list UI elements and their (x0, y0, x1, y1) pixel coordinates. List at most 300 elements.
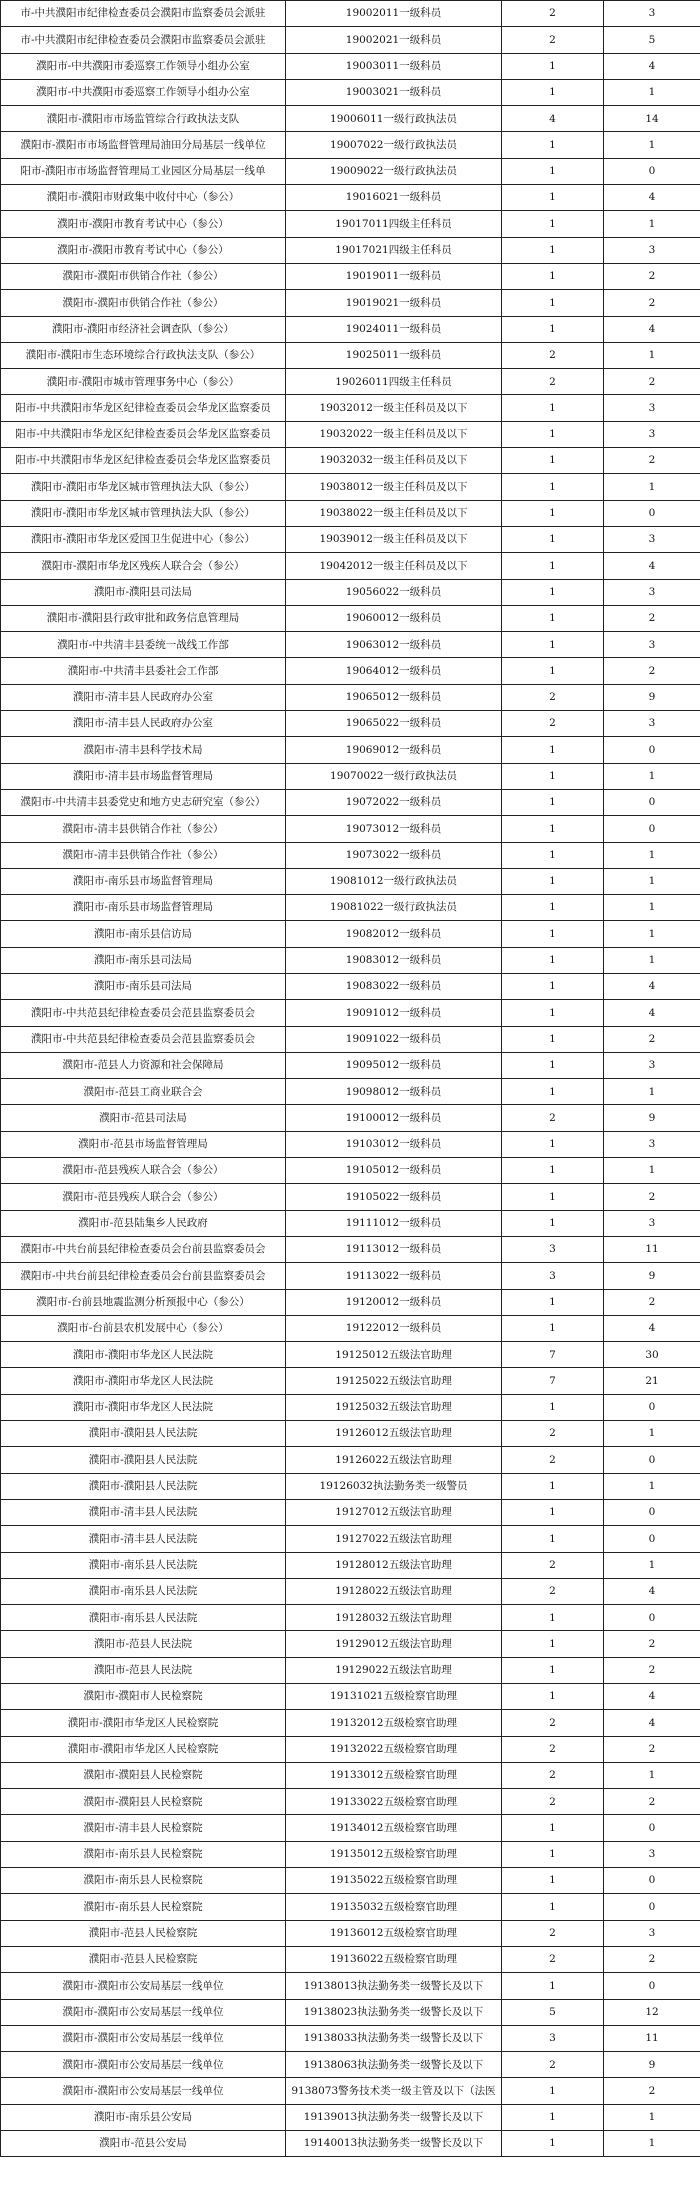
applicants-cell: 4 (604, 553, 700, 579)
unit-cell: 濮阳市-濮阳市公安局基层一线单位 (1, 2052, 286, 2078)
position-cell: 19128022五级法官助理 (286, 1578, 502, 1604)
quota-cell: 1 (502, 1657, 604, 1683)
position-cell: 19100012一级科员 (286, 1105, 502, 1131)
table-row (1, 1131, 700, 1157)
position-cell: 19138063执法勤务类一级警长及以下 (286, 2052, 502, 2078)
position-cell: 19098012一级科员 (286, 1079, 502, 1105)
position-cell: 19082012一级科员 (286, 921, 502, 947)
applicants-cell: 1 (604, 1552, 700, 1578)
position-cell: 19009022一级行政执法员 (286, 158, 502, 184)
quota-cell: 1 (502, 421, 604, 447)
position-cell: 19138033执法勤务类一级警长及以下 (286, 2025, 502, 2051)
table-row (1, 211, 700, 237)
quota-cell: 1 (502, 842, 604, 868)
unit-cell: 阳市-中共濮阳市华龙区纪律检查委员会华龙区监察委员 (1, 421, 286, 447)
applicants-cell: 0 (604, 500, 700, 526)
unit-cell: 阳市-中共濮阳市华龙区纪律检查委员会华龙区监察委员 (1, 448, 286, 474)
position-cell: 19002011一级科员 (286, 1, 502, 27)
position-cell: 19026011四级主任科员 (286, 369, 502, 395)
quota-cell: 2 (502, 711, 604, 737)
unit-cell: 濮阳市-南乐县市场监督管理局 (1, 868, 286, 894)
unit-cell: 濮阳市-范县工商业联合会 (1, 1079, 286, 1105)
position-cell: 19138023执法勤务类一级警长及以下 (286, 1999, 502, 2025)
position-cell: 19025011一级科员 (286, 342, 502, 368)
quota-cell: 1 (502, 1868, 604, 1894)
position-cell: 19140013执法勤务类一级警长及以下 (286, 2131, 502, 2157)
applicants-cell: 0 (604, 1605, 700, 1631)
position-cell: 19113012一级科员 (286, 1236, 502, 1262)
unit-cell: 濮阳市-濮阳县人民法院 (1, 1421, 286, 1447)
applicants-cell: 1 (604, 474, 700, 500)
applicants-cell: 3 (604, 711, 700, 737)
position-cell: 19133022五级检察官助理 (286, 1789, 502, 1815)
quota-cell: 2 (502, 1920, 604, 1946)
table-row (1, 1657, 700, 1683)
applicants-cell: 9 (604, 1263, 700, 1289)
applicants-cell: 3 (604, 1210, 700, 1236)
applicants-cell: 5 (604, 27, 700, 53)
unit-cell: 濮阳市-濮阳市财政集中收付中心（参公） (1, 185, 286, 211)
quota-cell: 1 (502, 316, 604, 342)
quota-cell: 1 (502, 1815, 604, 1841)
applicants-cell: 0 (604, 816, 700, 842)
unit-cell: 濮阳市-濮阳县人民法院 (1, 1447, 286, 1473)
table-row (1, 1631, 700, 1657)
applicants-cell: 4 (604, 1315, 700, 1341)
applicants-cell: 4 (604, 316, 700, 342)
applicants-cell: 21 (604, 1368, 700, 1394)
position-cell: 19136012五级检察官助理 (286, 1920, 502, 1946)
table-row (1, 1421, 700, 1447)
applicants-cell: 0 (604, 1868, 700, 1894)
quota-cell: 1 (502, 1973, 604, 1999)
table-row (1, 1973, 700, 1999)
position-cell: 19083012一级科员 (286, 947, 502, 973)
position-cell: 19135032五级检察官助理 (286, 1894, 502, 1920)
unit-cell: 濮阳市-濮阳市生态环境综合行政执法支队（参公） (1, 342, 286, 368)
applicants-cell: 1 (604, 763, 700, 789)
applicants-cell: 1 (604, 1079, 700, 1105)
position-cell: 19002021一级科员 (286, 27, 502, 53)
quota-cell: 1 (502, 263, 604, 289)
applicants-cell: 1 (604, 2104, 700, 2130)
table-row (1, 684, 700, 710)
table-row (1, 185, 700, 211)
quota-cell: 1 (502, 2078, 604, 2104)
position-cell: 19127022五级法官助理 (286, 1526, 502, 1552)
position-cell: 19019011一级科员 (286, 263, 502, 289)
applicants-cell: 4 (604, 1684, 700, 1710)
applicants-cell: 3 (604, 395, 700, 421)
unit-cell: 濮阳市-范县陆集乡人民政府 (1, 1210, 286, 1236)
applicants-cell: 1 (604, 1421, 700, 1447)
applicants-cell: 11 (604, 1236, 700, 1262)
unit-cell: 濮阳市-范县人民检察院 (1, 1920, 286, 1946)
applicants-cell: 4 (604, 1578, 700, 1604)
position-cell: 19081012一级行政执法员 (286, 868, 502, 894)
quota-cell: 2 (502, 1, 604, 27)
table-row (1, 1552, 700, 1578)
table-row (1, 421, 700, 447)
applicants-cell: 2 (604, 1026, 700, 1052)
table-row (1, 816, 700, 842)
table-row (1, 1605, 700, 1631)
table-row (1, 789, 700, 815)
unit-cell: 濮阳市-濮阳市华龙区人民法院 (1, 1368, 286, 1394)
position-cell: 19113022一级科员 (286, 1263, 502, 1289)
quota-cell: 1 (502, 1184, 604, 1210)
applicants-cell: 11 (604, 2025, 700, 2051)
table-row (1, 1052, 700, 1078)
unit-cell: 濮阳市-中共清丰县委社会工作部 (1, 658, 286, 684)
position-cell: 19070022一级行政执法员 (286, 763, 502, 789)
position-cell: 19003021一级科员 (286, 79, 502, 105)
table-row (1, 1079, 700, 1105)
table-row (1, 658, 700, 684)
quota-cell: 7 (502, 1342, 604, 1368)
table-row (1, 605, 700, 631)
quota-cell: 2 (502, 1421, 604, 1447)
unit-cell: 濮阳市-清丰县人民法院 (1, 1499, 286, 1525)
table-row (1, 1999, 700, 2025)
quota-cell: 1 (502, 2131, 604, 2157)
position-cell: 19136022五级检察官助理 (286, 1946, 502, 1972)
table-row (1, 1184, 700, 1210)
applicants-cell: 1 (604, 1762, 700, 1788)
table-row (1, 27, 700, 53)
table-row (1, 316, 700, 342)
applicants-cell: 1 (604, 1473, 700, 1499)
position-cell: 19125012五级法官助理 (286, 1342, 502, 1368)
position-cell: 19138013执法勤务类一级警长及以下 (286, 1973, 502, 1999)
unit-cell: 濮阳市-濮阳市供销合作社（参公） (1, 290, 286, 316)
position-cell: 19056022一级科员 (286, 579, 502, 605)
table-row (1, 1894, 700, 1920)
applicants-cell: 1 (604, 921, 700, 947)
position-cell: 19131021五级检察官助理 (286, 1684, 502, 1710)
table-row (1, 737, 700, 763)
unit-cell: 濮阳市-范县人力资源和社会保障局 (1, 1052, 286, 1078)
quota-cell: 1 (502, 1052, 604, 1078)
unit-cell: 濮阳市-濮阳市供销合作社（参公） (1, 263, 286, 289)
applicants-cell: 12 (604, 1999, 700, 2025)
quota-cell: 1 (502, 211, 604, 237)
table-row (1, 500, 700, 526)
quota-cell: 1 (502, 474, 604, 500)
quota-cell: 2 (502, 1552, 604, 1578)
table-row (1, 106, 700, 132)
quota-cell: 1 (502, 2104, 604, 2130)
table-row (1, 1158, 700, 1184)
table-row (1, 2052, 700, 2078)
unit-cell: 濮阳市-范县人民检察院 (1, 1946, 286, 1972)
quota-cell: 1 (502, 763, 604, 789)
table-row (1, 1526, 700, 1552)
applicants-cell: 4 (604, 1710, 700, 1736)
position-cell: 19006011一级行政执法员 (286, 106, 502, 132)
unit-cell: 濮阳市-濮阳市城市管理事务中心（参公） (1, 369, 286, 395)
table-row (1, 2131, 700, 2157)
position-cell: 19126032执法勤务类一级警员 (286, 1473, 502, 1499)
quota-cell: 1 (502, 632, 604, 658)
quota-cell: 3 (502, 1236, 604, 1262)
quota-cell: 1 (502, 553, 604, 579)
unit-cell: 濮阳市-中共清丰县委党史和地方史志研究室（参公） (1, 789, 286, 815)
position-cell: 19129022五级法官助理 (286, 1657, 502, 1683)
position-cell: 19122012一级科员 (286, 1315, 502, 1341)
applicants-cell: 0 (604, 1815, 700, 1841)
quota-cell: 1 (502, 395, 604, 421)
applicants-cell: 1 (604, 1158, 700, 1184)
table-row (1, 1815, 700, 1841)
applicants-cell: 9 (604, 1105, 700, 1131)
applicants-cell: 2 (604, 1789, 700, 1815)
applicants-cell: 4 (604, 53, 700, 79)
unit-cell: 濮阳市-濮阳市公安局基层一线单位 (1, 2025, 286, 2051)
table-row (1, 1394, 700, 1420)
unit-cell: 濮阳市-濮阳市华龙区人民检察院 (1, 1710, 286, 1736)
table-row (1, 1920, 700, 1946)
unit-cell: 濮阳市-台前县农机发展中心（参公） (1, 1315, 286, 1341)
table-row (1, 921, 700, 947)
quota-cell: 4 (502, 106, 604, 132)
quota-cell: 2 (502, 27, 604, 53)
position-cell: 19069012一级科员 (286, 737, 502, 763)
unit-cell: 濮阳市-范县市场监督管理局 (1, 1131, 286, 1157)
unit-cell: 濮阳市-南乐县人民检察院 (1, 1841, 286, 1867)
position-cell: 19042012一级主任科员及以下 (286, 553, 502, 579)
position-cell: 19105022一级科员 (286, 1184, 502, 1210)
unit-cell: 濮阳市-范县残疾人联合会（参公） (1, 1158, 286, 1184)
position-cell: 19063012一级科员 (286, 632, 502, 658)
position-cell: 19032032一级主任科员及以下 (286, 448, 502, 474)
applicants-cell: 1 (604, 2131, 700, 2157)
applicants-cell: 14 (604, 106, 700, 132)
table-row (1, 1578, 700, 1604)
position-cell: 19072022一级科员 (286, 789, 502, 815)
unit-cell: 濮阳市-台前县地震监测分析预报中心（参公） (1, 1289, 286, 1315)
table-row (1, 1105, 700, 1131)
position-cell: 19111012一级科员 (286, 1210, 502, 1236)
applicants-cell: 3 (604, 1052, 700, 1078)
unit-cell: 濮阳市-南乐县公安局 (1, 2104, 286, 2130)
table-row (1, 1000, 700, 1026)
quota-cell: 1 (502, 1684, 604, 1710)
unit-cell: 濮阳市-清丰县人民政府办公室 (1, 684, 286, 710)
unit-cell: 濮阳市-清丰县市场监督管理局 (1, 763, 286, 789)
unit-cell: 濮阳市-濮阳县司法局 (1, 579, 286, 605)
position-cell: 19038012一级主任科员及以下 (286, 474, 502, 500)
unit-cell: 濮阳市-中共台前县纪律检查委员会台前县监察委员会 (1, 1236, 286, 1262)
unit-cell: 濮阳市-濮阳市华龙区人民检察院 (1, 1736, 286, 1762)
applicants-cell: 3 (604, 579, 700, 605)
unit-cell: 濮阳市-濮阳市教育考试中心（参公） (1, 237, 286, 263)
quota-cell: 1 (502, 1394, 604, 1420)
quota-cell: 2 (502, 1789, 604, 1815)
unit-cell: 濮阳市-南乐县市场监督管理局 (1, 895, 286, 921)
quota-cell: 2 (502, 2052, 604, 2078)
table-row (1, 1447, 700, 1473)
table-row (1, 2104, 700, 2130)
unit-cell: 濮阳市-濮阳市公安局基层一线单位 (1, 1973, 286, 1999)
applicants-cell: 2 (604, 1289, 700, 1315)
unit-cell: 阳市-濮阳市市场监督管理局工业园区分局基层一线单 (1, 158, 286, 184)
position-cell: 19024011一级科员 (286, 316, 502, 342)
applicants-cell: 0 (604, 789, 700, 815)
quota-cell: 1 (502, 973, 604, 999)
quota-cell: 1 (502, 448, 604, 474)
position-cell: 19125032五级法官助理 (286, 1394, 502, 1420)
quota-cell: 1 (502, 1315, 604, 1341)
position-cell: 19081022一级行政执法员 (286, 895, 502, 921)
table-row (1, 763, 700, 789)
table-row (1, 1368, 700, 1394)
table-row (1, 1342, 700, 1368)
table-row (1, 1236, 700, 1262)
position-cell: 19103012一级科员 (286, 1131, 502, 1157)
table-row (1, 1841, 700, 1867)
applicants-cell: 3 (604, 237, 700, 263)
quota-cell: 2 (502, 1946, 604, 1972)
quota-cell: 1 (502, 947, 604, 973)
applicants-cell: 3 (604, 526, 700, 552)
table-row (1, 868, 700, 894)
unit-cell: 濮阳市-濮阳市华龙区残疾人联合会（参公） (1, 553, 286, 579)
position-cell: 19017011四级主任科员 (286, 211, 502, 237)
unit-cell: 阳市-中共濮阳市华龙区纪律检查委员会华龙区监察委员 (1, 395, 286, 421)
unit-cell: 濮阳市-濮阳市市场监管综合行政执法支队 (1, 106, 286, 132)
quota-cell: 1 (502, 737, 604, 763)
applicants-cell: 2 (604, 2078, 700, 2104)
table-row (1, 158, 700, 184)
quota-cell: 1 (502, 1289, 604, 1315)
table-row (1, 1315, 700, 1341)
table-row (1, 2078, 700, 2104)
table-row (1, 1263, 700, 1289)
unit-cell: 濮阳市-中共清丰县委统一战线工作部 (1, 632, 286, 658)
applicants-cell: 1 (604, 342, 700, 368)
table-row (1, 474, 700, 500)
position-cell: 19019021一级科员 (286, 290, 502, 316)
position-cell: 19105012一级科员 (286, 1158, 502, 1184)
position-cell: 19064012一级科员 (286, 658, 502, 684)
unit-cell: 市-中共濮阳市纪律检查委员会濮阳市监察委员会派驻 (1, 1, 286, 27)
quota-cell: 1 (502, 579, 604, 605)
applicants-cell: 3 (604, 421, 700, 447)
position-cell: 19125022五级法官助理 (286, 1368, 502, 1394)
unit-cell: 濮阳市-清丰县供销合作社（参公） (1, 842, 286, 868)
applicants-cell: 0 (604, 1394, 700, 1420)
unit-cell: 濮阳市-中共濮阳市委巡察工作领导小组办公室 (1, 79, 286, 105)
table-row (1, 947, 700, 973)
table-row (1, 263, 700, 289)
applicants-cell: 2 (604, 658, 700, 684)
unit-cell: 濮阳市-南乐县人民检察院 (1, 1894, 286, 1920)
unit-cell: 濮阳市-濮阳市经济社会调查队（参公） (1, 316, 286, 342)
table-row (1, 342, 700, 368)
table-row (1, 53, 700, 79)
unit-cell: 濮阳市-濮阳市华龙区城市管理执法大队（参公） (1, 474, 286, 500)
position-cell: 19134012五级检察官助理 (286, 1815, 502, 1841)
quota-cell: 2 (502, 1105, 604, 1131)
applicants-cell: 1 (604, 895, 700, 921)
position-cell: 19038022一级主任科员及以下 (286, 500, 502, 526)
unit-cell: 濮阳市-濮阳市市场监督管理局油田分局基层一线单位 (1, 132, 286, 158)
applicants-cell: 2 (604, 605, 700, 631)
table-row (1, 395, 700, 421)
table-row (1, 1736, 700, 1762)
position-cell: 19073022一级科员 (286, 842, 502, 868)
applicants-cell: 9 (604, 2052, 700, 2078)
unit-cell: 濮阳市-南乐县司法局 (1, 973, 286, 999)
applicants-cell: 2 (604, 263, 700, 289)
position-cell: 19003011一级科员 (286, 53, 502, 79)
quota-cell: 1 (502, 158, 604, 184)
quota-cell: 1 (502, 816, 604, 842)
applicants-cell: 0 (604, 1973, 700, 1999)
quota-cell: 1 (502, 1026, 604, 1052)
unit-cell: 濮阳市-濮阳县人民法院 (1, 1473, 286, 1499)
position-cell: 19091022一级科员 (286, 1026, 502, 1052)
table-row (1, 895, 700, 921)
table-row (1, 1946, 700, 1972)
quota-cell: 1 (502, 237, 604, 263)
quota-cell: 1 (502, 500, 604, 526)
applicants-cell: 2 (604, 1946, 700, 1972)
unit-cell: 市-中共濮阳市纪律检查委员会濮阳市监察委员会派驻 (1, 27, 286, 53)
unit-cell: 濮阳市-范县残疾人联合会（参公） (1, 1184, 286, 1210)
table-row (1, 973, 700, 999)
unit-cell: 濮阳市-濮阳市公安局基层一线单位 (1, 2078, 286, 2104)
quota-cell: 2 (502, 369, 604, 395)
unit-cell: 濮阳市-南乐县人民法院 (1, 1552, 286, 1578)
quota-cell: 1 (502, 605, 604, 631)
table-body (1, 1, 700, 2157)
unit-cell: 濮阳市-范县公安局 (1, 2131, 286, 2157)
unit-cell: 濮阳市-南乐县人民法院 (1, 1578, 286, 1604)
unit-cell: 濮阳市-范县人民法院 (1, 1631, 286, 1657)
unit-cell: 濮阳市-濮阳市公安局基层一线单位 (1, 1999, 286, 2025)
unit-cell: 濮阳市-清丰县科学技术局 (1, 737, 286, 763)
quota-cell: 1 (502, 290, 604, 316)
quota-cell: 1 (502, 1210, 604, 1236)
quota-cell: 1 (502, 1499, 604, 1525)
applicants-cell: 2 (604, 369, 700, 395)
position-cell: 19128012五级法官助理 (286, 1552, 502, 1578)
unit-cell: 濮阳市-清丰县人民政府办公室 (1, 711, 286, 737)
position-cell: 19139013执法勤务类一级警长及以下 (286, 2104, 502, 2130)
position-cell: 19126022五级法官助理 (286, 1447, 502, 1473)
table-row (1, 553, 700, 579)
quota-cell: 1 (502, 921, 604, 947)
position-cell: 19135012五级检察官助理 (286, 1841, 502, 1867)
table-row (1, 79, 700, 105)
applicants-cell: 3 (604, 1, 700, 27)
unit-cell: 濮阳市-中共范县纪律检查委员会范县监察委员会 (1, 1026, 286, 1052)
unit-cell: 濮阳市-南乐县司法局 (1, 947, 286, 973)
quota-cell: 1 (502, 132, 604, 158)
applicants-cell: 2 (604, 1657, 700, 1683)
unit-cell: 濮阳市-范县司法局 (1, 1105, 286, 1131)
quota-cell: 1 (502, 1526, 604, 1552)
applicants-cell: 2 (604, 1631, 700, 1657)
unit-cell: 濮阳市-清丰县人民法院 (1, 1526, 286, 1552)
applicants-cell: 0 (604, 1447, 700, 1473)
table-row (1, 632, 700, 658)
quota-cell: 1 (502, 1000, 604, 1026)
position-cell: 19060012一级科员 (286, 605, 502, 631)
position-cell: 19091012一级科员 (286, 1000, 502, 1026)
